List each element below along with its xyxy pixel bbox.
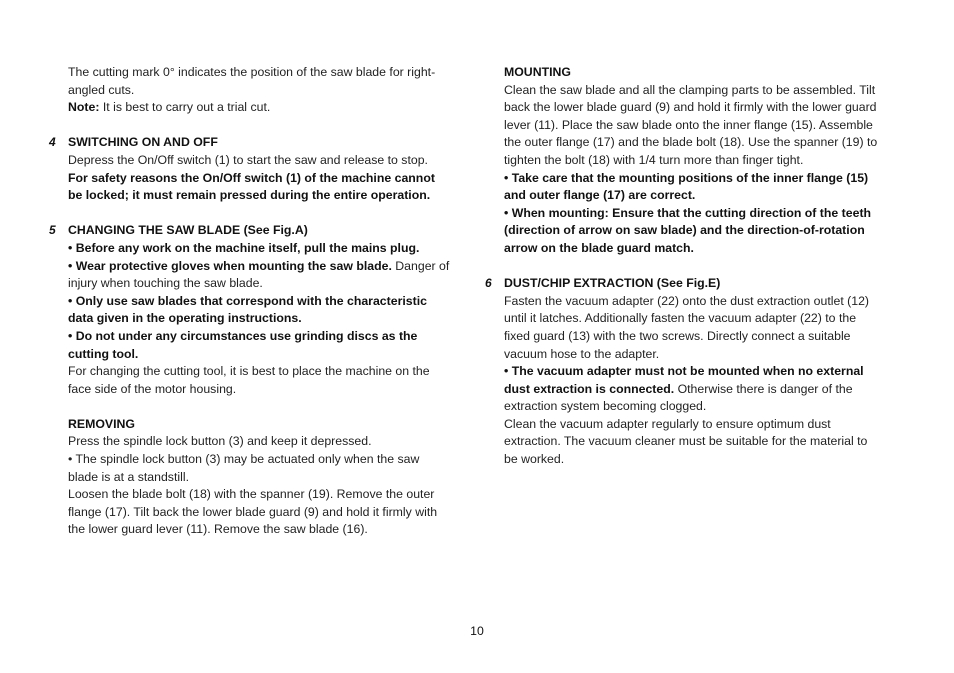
section-number: 4: [49, 135, 56, 150]
safety-warning: For safety reasons the On/Off switch (1) of the machine cannot be locked; it must remain pressed during the entire operation.: [68, 170, 435, 203]
bullet-item: • Take care that the mounting positions of the inner flange (15) and outer flange (17) are correct.: [504, 170, 869, 203]
right-column: [485, 64, 884, 469]
section-removing: [68, 416, 452, 539]
left-column: [49, 64, 452, 539]
bullet-text: Danger of injury when touching the saw blade.: [68, 258, 450, 291]
note-text: It is best to carry out a trial cut.: [99, 100, 271, 115]
section-text: For changing the cutting tool, it is best to place the machine on the face side of the motor housing.: [68, 364, 430, 396]
section-text: Press the spindle lock button (3) and keep it depressed.: [68, 434, 372, 449]
bullet-bold-text: • Wear protective gloves when mounting the saw blade.: [68, 258, 392, 273]
section-title: DUST/CHIP EXTRACTION (See Fig.E): [504, 276, 721, 291]
note-label: Note:: [68, 100, 100, 115]
section-number: 6: [485, 276, 492, 291]
bullet-item: • Only use saw blades that correspond with the characteristic data given in the operating instructions.: [68, 293, 427, 326]
intro-note: [68, 99, 452, 117]
bullet-item: • When mounting: Ensure that the cutting direction of the teeth (direction of arrow on saw blade) and the direction-of-rotation arrow on the blade guard match.: [504, 205, 872, 255]
section-title: MOUNTING: [504, 65, 571, 79]
section-text: Clean the saw blade and all the clamping parts to be assembled. Tilt back the lower blade guard (9) and hold it firmly with the lower guard lever (11). Place the saw blade onto the inner flange (15). Assemble the outer flange (17) and the blade bolt (18). Use the spanner (19) to tighten the bolt (18) with 1/4 turn more than finger tight.: [504, 82, 878, 167]
section-number: 5: [49, 223, 56, 238]
section-mounting: [504, 64, 884, 258]
section-title: SWITCHING ON AND OFF: [68, 135, 218, 150]
section-switching: [49, 134, 452, 204]
section-text: Clean the vacuum adapter regularly to ensure optimum dust extraction. The vacuum cleaner must be suitable for the material to be worked.: [504, 416, 868, 467]
section-dust-extraction: [485, 275, 884, 469]
bullet-item: • The spindle lock button (3) may be actuated only when the saw blade is at a standstill.: [68, 452, 420, 484]
bullet-item: • Before any work on the machine itself, pull the mains plug.: [68, 240, 420, 255]
bullet-item: [504, 363, 884, 416]
section-changing-blade: [49, 222, 452, 398]
section-title: REMOVING: [68, 416, 135, 431]
section-text: Fasten the vacuum adapter (22) onto the dust extraction outlet (12) until it latches. Additionally fasten the vacuum adapter (22) to the fixed guard (13) with the two screws. Directly connect a suitable vacuum hose to the adapter.: [504, 293, 870, 361]
page-number: 10: [470, 624, 484, 638]
section-text: Depress the On/Off switch (1) to start the saw and release to stop.: [68, 152, 428, 167]
bullet-text: Otherwise there is danger of the extraction system becoming clogged.: [504, 381, 853, 414]
intro-text: The cutting mark 0° indicates the position of the saw blade for right-angled cuts.: [68, 65, 436, 97]
bullet-bold-text: • The vacuum adapter must not be mounted when no external dust extraction is connected.: [504, 364, 864, 396]
section-text: Loosen the blade bolt (18) with the spanner (19). Remove the outer flange (17). Tilt back the lower blade guard (9) and hold it firmly with the lower guard lever (11). Remove the saw blade (16).: [68, 487, 438, 537]
bullet-item: • Do not under any circumstances use grinding discs as the cutting tool.: [68, 328, 418, 361]
bullet-item: [68, 258, 452, 293]
section-title: CHANGING THE SAW BLADE (See Fig.A): [68, 223, 308, 238]
